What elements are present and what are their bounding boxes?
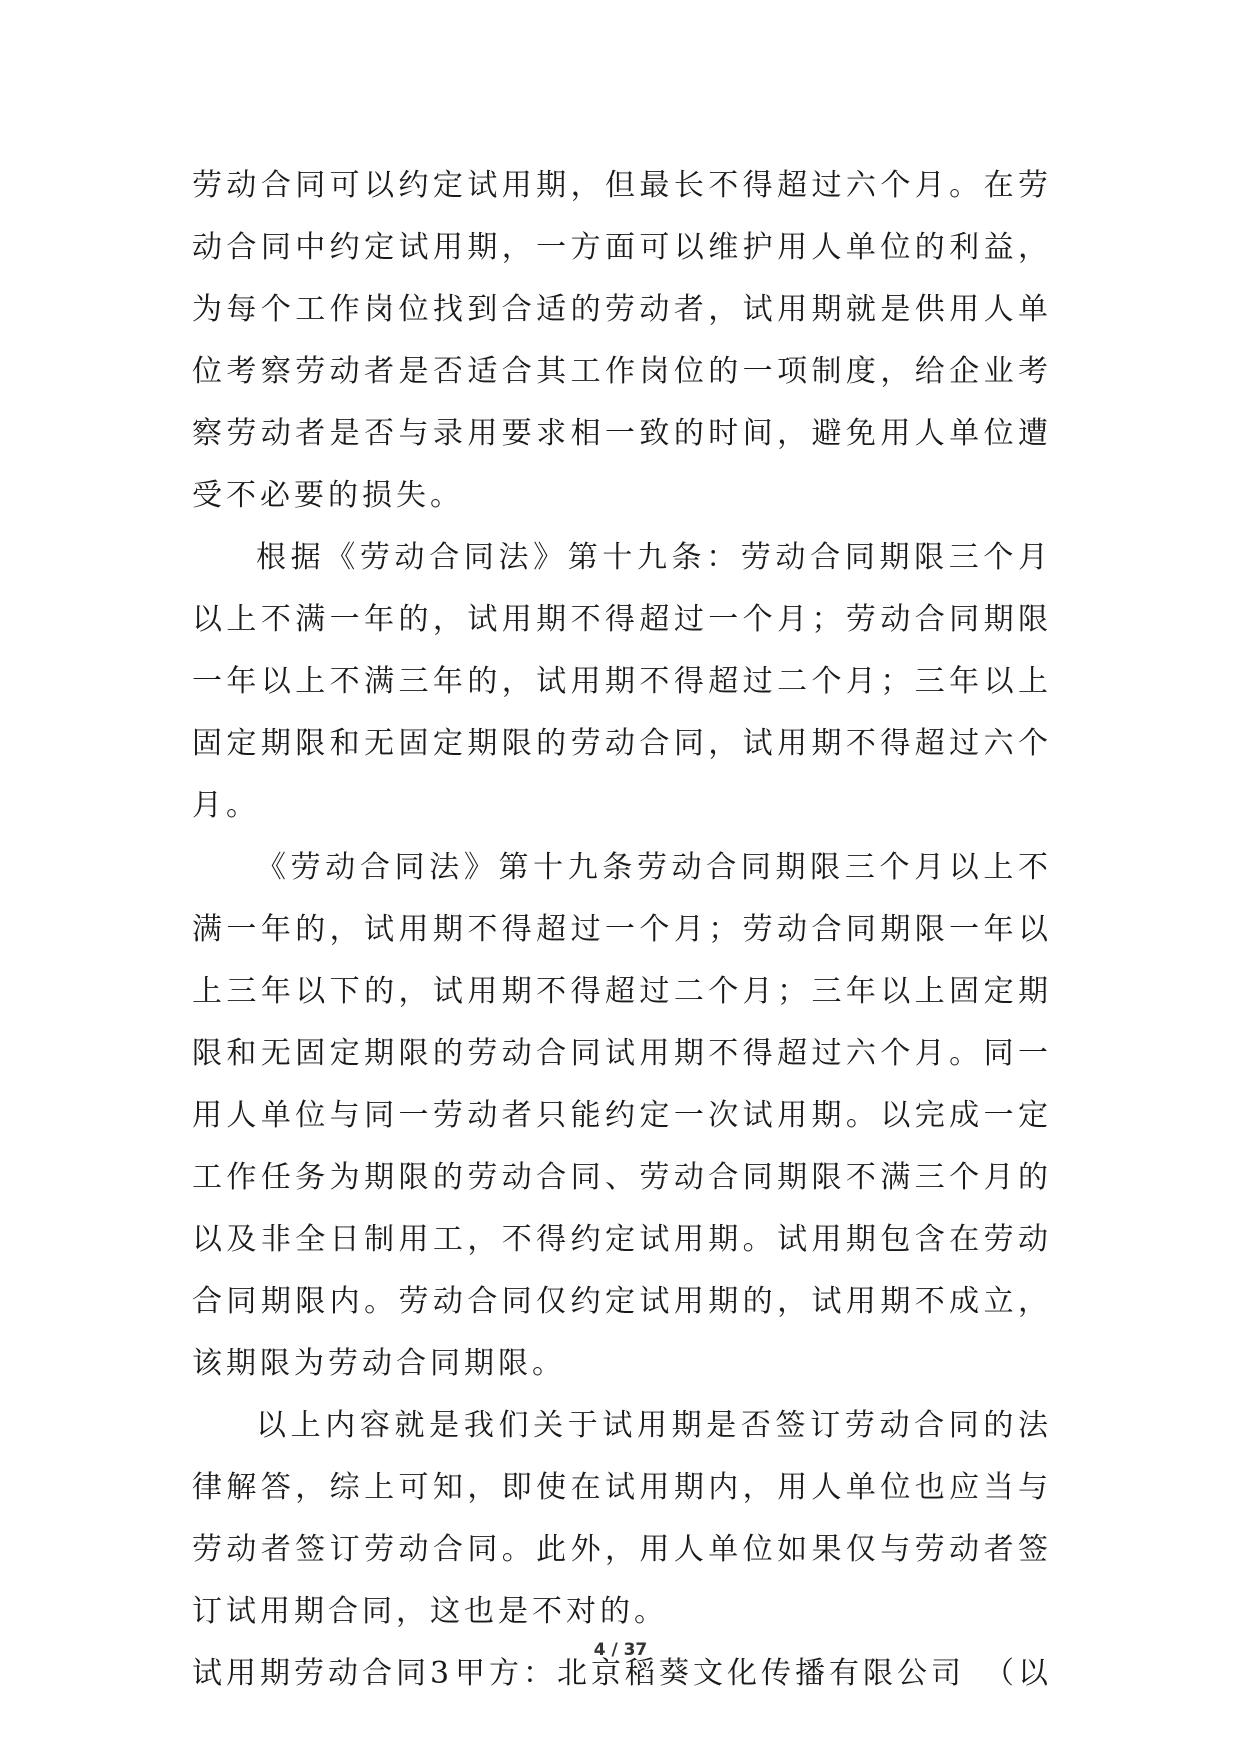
party-a-text: 甲方：北京稻葵文化传播有限公司 （以 bbox=[455, 1656, 1052, 1691]
paragraph: 劳动合同可以约定试用期，但最长不得超过六个月。在劳动合同中约定试用期，一方面可以维护用人单位的利益，为每个工作岗位找到合适的劳动者，试用期就是供用人单位考察劳动者是否适合其工作岗位的一项制度，给企业考察劳动者是否与录用要求相一致的时间，避免用人单位遭受不必要的损失。 bbox=[192, 168, 1052, 513]
paragraph: 以上内容就是我们关于试用期是否签订劳动合同的法律解答，综上可知，即使在试用期内，用人单位也应当与劳动者签订劳动合同。此外，用人单位如果仅与劳动者签订试用期合同，这也是不对的。 bbox=[192, 1408, 1052, 1629]
page-number: 4 / 37 bbox=[593, 1640, 648, 1660]
document-body bbox=[192, 155, 1052, 1705]
section-heading: 试用期劳动合同3 bbox=[192, 1656, 454, 1691]
paragraph: 根据《劳动合同法》第十九条：劳动合同期限三个月以上不满一年的，试用期不得超过一个月；劳动合同期限一年以上不满三年的，试用期不得超过二个月；三年以上固定期限和无固定期限的劳动合同，试用期不得超过六个月。 bbox=[192, 540, 1052, 823]
paragraph: 《劳动合同法》第十九条劳动合同期限三个月以上不满一年的，试用期不得超过一个月；劳动合同期限一年以上三年以下的，试用期不得超过二个月；三年以上固定期限和无固定期限的劳动合同试用期不得超过六个月。同一用人单位与同一劳动者只能约定一次试用期。以完成一定工作任务为期限的劳动合同、劳动合同期限不满三个月的以及非全日制用工，不得约定试用期。试用期包含在劳动合同期限内。劳动合同仅约定试用期的，试用期不成立，该期限为劳动合同期限。 bbox=[192, 850, 1052, 1381]
